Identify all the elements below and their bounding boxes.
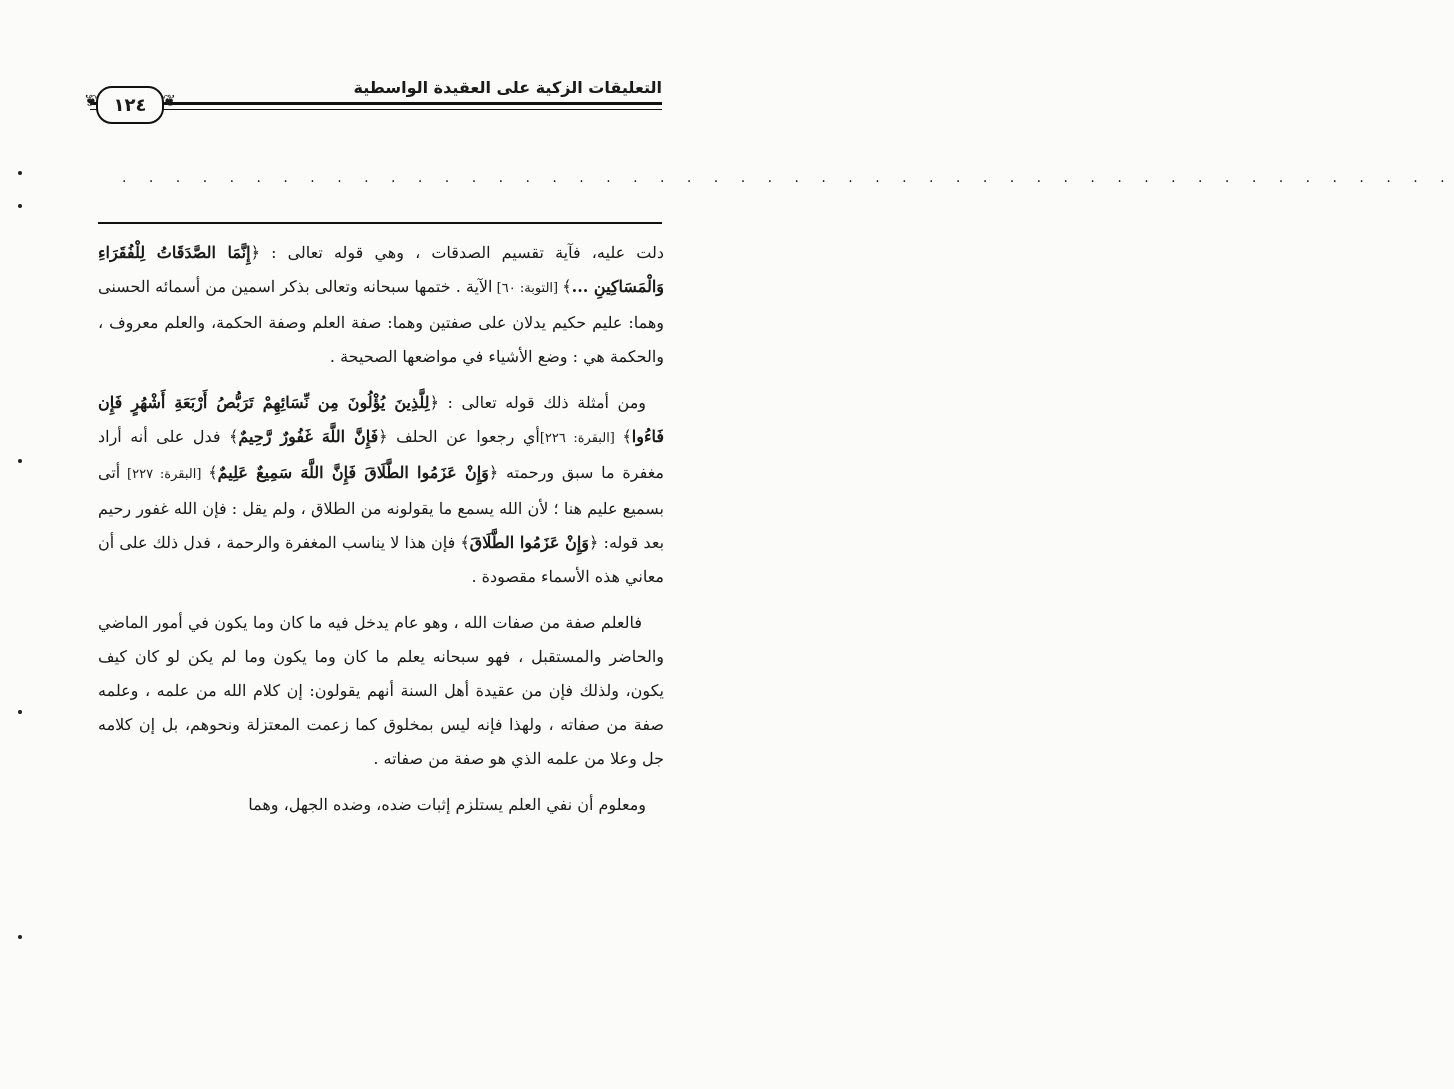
verse-reference: [التوبة: ٦٠] [492, 281, 563, 296]
verse-bracket: ﴿ [589, 533, 599, 552]
text-run: ومن أمثلة ذلك قوله تعالى : [438, 393, 647, 412]
paragraph [98, 386, 664, 594]
margin-mark [18, 204, 22, 208]
verse-reference: [البقرة: ٢٢٧] [120, 467, 209, 482]
margin-mark [18, 710, 22, 714]
quran-verse: فَإِنَّ اللَّهَ غَفُورٌ رَّحِيمٌ [238, 427, 379, 446]
verse-bracket: ﴿ [488, 463, 499, 482]
text-run: دلت عليه، فآية تقسيم الصدقات ، وهي قوله تعالى : [259, 243, 664, 262]
text-run: ومعلوم أن نفي العلم يستلزم إثبات ضده، وضده الجهل، وهما [248, 795, 646, 814]
page-number-badge [96, 86, 164, 124]
text-run: أي رجعوا عن الحلف [387, 427, 540, 446]
text-run: فإن هذا لا يناسب المغفرة والرحمة ، فدل ذلك على أن معاني هذه الأسماء مقصودة . [98, 533, 664, 586]
verse-bracket: ﴾ [228, 427, 239, 446]
margin-mark [18, 935, 22, 939]
verse-reference: [البقرة: ٢٢٦] [539, 431, 623, 446]
text-run: أتى بسميع عليم هنا ؛ لأن الله يسمع ما يقولونه من الطلاق ، ولم يقل : فإن الله غفور رحيم بعد قوله: [98, 463, 665, 552]
margin-mark [18, 459, 22, 463]
verse-bracket: ﴾ [562, 277, 572, 296]
section-rule [98, 222, 662, 224]
verse-bracket: ﴿ [378, 427, 388, 446]
quran-verse: إِنَّمَا الصَّدَقَاتُ لِلْفُقَرَاءِ وَالْمَسَاكِينِ ... [98, 243, 664, 296]
dotted-separator: . . . . . . . . . . . . . . . . . . . . . . . . . . . . . . . . . . . . . . . . . . . . . . . . . . [122, 170, 1454, 186]
quran-verse: وَإِنْ عَزَمُوا الطَّلَاقَ [469, 533, 590, 552]
text-run: الآية . ختمها سبحانه وتعالى بذكر اسمين من أسمائه الحسنى وهما: عليم حكيم يدلان على صفتين وهما: صفة العلم وصفة الحكمة، والعلم معروف ، والحكمة هي : وضع الأشياء في مواضعها الصحيحة . [98, 277, 664, 366]
paragraph [98, 236, 664, 374]
verse-bracket: ﴾ [622, 427, 632, 446]
verse-bracket: ﴿ [250, 243, 260, 262]
quran-verse: لِلَّذِينَ يُؤْلُونَ مِن نِّسَائِهِمْ تَرَبُّصُ أَرْبَعَةِ أَشْهُرٍ فَإِن فَاءُوا [98, 393, 664, 446]
verse-bracket: ﴾ [208, 463, 218, 482]
text-run: فالعلم صفة من صفات الله ، وهو عام يدخل فيه ما كان وما يكون في أمور الماضي والحاضر والمستقبل ، فهو سبحانه يعلم ما كان وما يكون وما لم يكن لو كان كيف يكون، ولذلك فإن من عقيدة أهل السنة أنهم يقولون: إن كلام الله من علمه ، وعلمه صفة من صفاته ، ولهذا فإنه ليس بمخلوق كما زعمت المعتزلة ونحوهم، بل إن كلامه جل وعلا من علمه الذي هو صفة من صفاته . [98, 613, 664, 768]
text-run: فدل على أنه أراد مغفرة ما سبق ورحمته [98, 427, 664, 482]
running-title: التعليقات الزكية على العقيدة الواسطية [353, 78, 662, 97]
body-text [98, 236, 664, 834]
page-header [90, 72, 662, 132]
verse-bracket: ﴿ [429, 393, 439, 412]
page-number: ❦ ١٢٤ [113, 94, 147, 116]
paragraph [98, 606, 664, 776]
verse-bracket: ﴾ [460, 533, 470, 552]
paragraph [98, 788, 664, 822]
quran-verse: وَإِنْ عَزَمُوا الطَّلَاقَ فَإِنَّ اللَّهَ سَمِيعٌ عَلِيمٌ [217, 463, 489, 482]
margin-mark [18, 171, 22, 175]
